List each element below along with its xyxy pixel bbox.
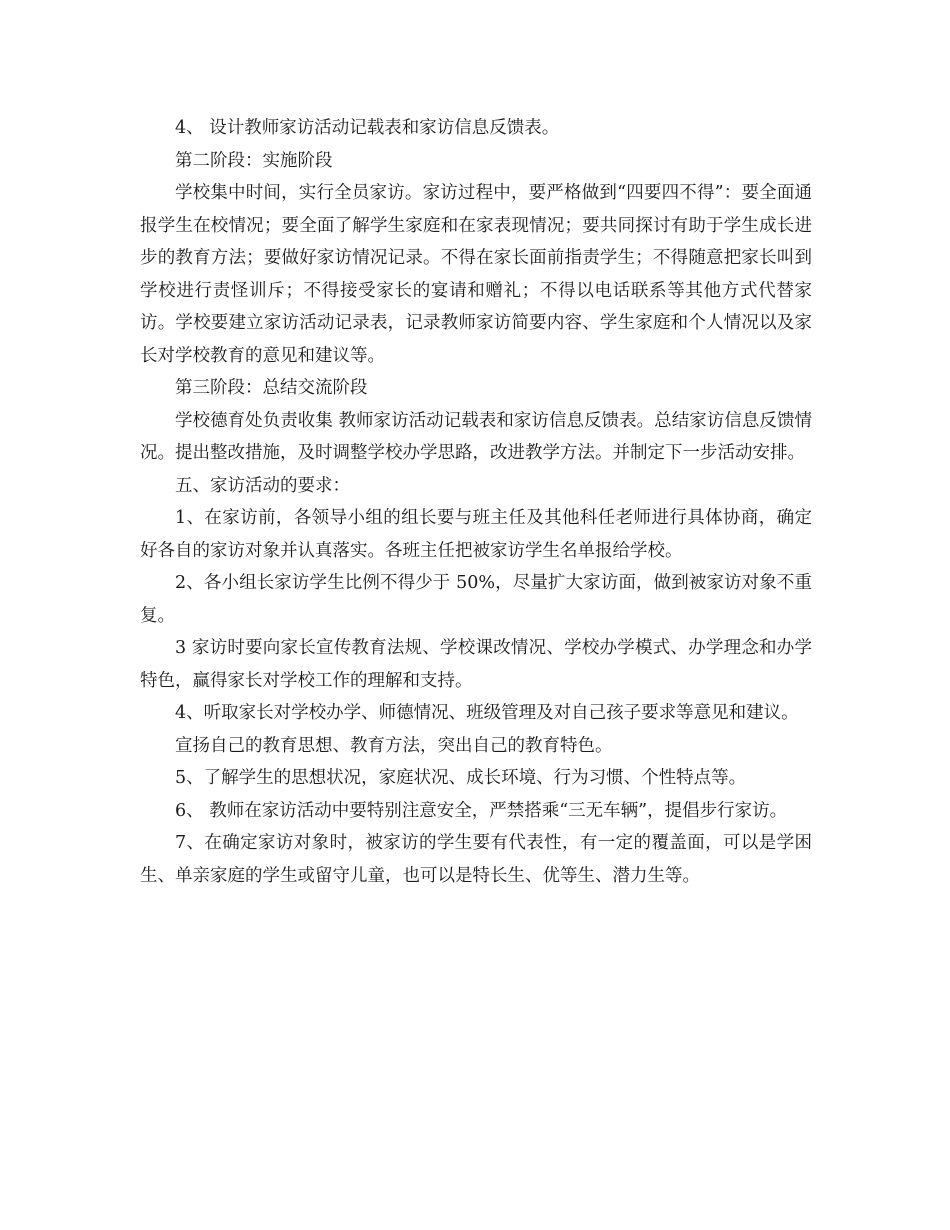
heading-phase-three: 第三阶段：总结交流阶段 xyxy=(175,378,368,398)
paragraph-requirement-7: 7、在确定家访对象时，被家访的学生要有代表性，有一定的覆盖面，可以是学困生、单亲家庭的学生或留守儿童，也可以是特长生、优等生、潜力生等。 xyxy=(140,833,812,886)
heading-phase-two: 第二阶段：实施阶段 xyxy=(175,150,333,171)
paragraph-promote-ideas: 宣扬自己的教育思想、教育方法，突出自己的教育特色。 xyxy=(175,735,613,756)
paragraph-requirement-4: 4、听取家长对学校办学、师德情况、班级管理及对自己孩子要求等意见和建议。 xyxy=(175,703,799,723)
paragraph-phase-two-body: 学校集中时间，实行全员家访。家访过程中，要严格做到“四要四不得”：要全面通报学生在校情况；要全面了解学生家庭和在家表现情况；要共同探讨有助于学生成长进步的教育方法；要做好家访情况记录。不得在家长面前指责学生；不得随意把家长叫到学校进行责怪训斥；不得接受家长的宴请和赠礼；不得以电话联系等其他方式代替家访。学校要建立家访活动记录表，记录教师家访简要内容、学生家庭和个人情况以及家长对学校教育的意见和建议等。 xyxy=(140,183,812,366)
document-body xyxy=(140,112,812,892)
paragraph-requirement-5: 5、了解学生的思想状况，家庭状况、成长环境、行为习惯、个性特点等。 xyxy=(175,768,747,788)
paragraph-phase-three-body: 学校德育处负责收集 教师家访活动记载表和家访信息反馈表。总结家访信息反馈情况。提出整改措施，及时调整学校办学思路，改进教学方法。并制定下一步活动安排。 xyxy=(140,410,812,463)
paragraph-requirement-1: 1、在家访前，各领导小组的组长要与班主任及其他科任老师进行具体协商，确定好各自的家访对象并认真落实。各班主任把被家访学生名单报给学校。 xyxy=(140,508,812,561)
heading-requirements: 五、家访活动的要求： xyxy=(175,475,350,496)
paragraph-design-forms: 4、 设计教师家访活动记载表和家访信息反馈表。 xyxy=(175,118,560,138)
paragraph-requirement-6: 6、 教师在家访活动中要特别注意安全，严禁搭乘“三无车辆”，提倡步行家访。 xyxy=(175,800,788,821)
paragraph-requirement-2: 2、各小组长家访学生比例不得少于 50%，尽量扩大家访面，做到被家访对象不重复。 xyxy=(140,573,812,626)
paragraph-requirement-3: 3 家访时要向家长宣传教育法规、学校课改情况、学校办学模式、办学理念和办学特色，赢得家长对学校工作的理解和支持。 xyxy=(140,638,812,691)
